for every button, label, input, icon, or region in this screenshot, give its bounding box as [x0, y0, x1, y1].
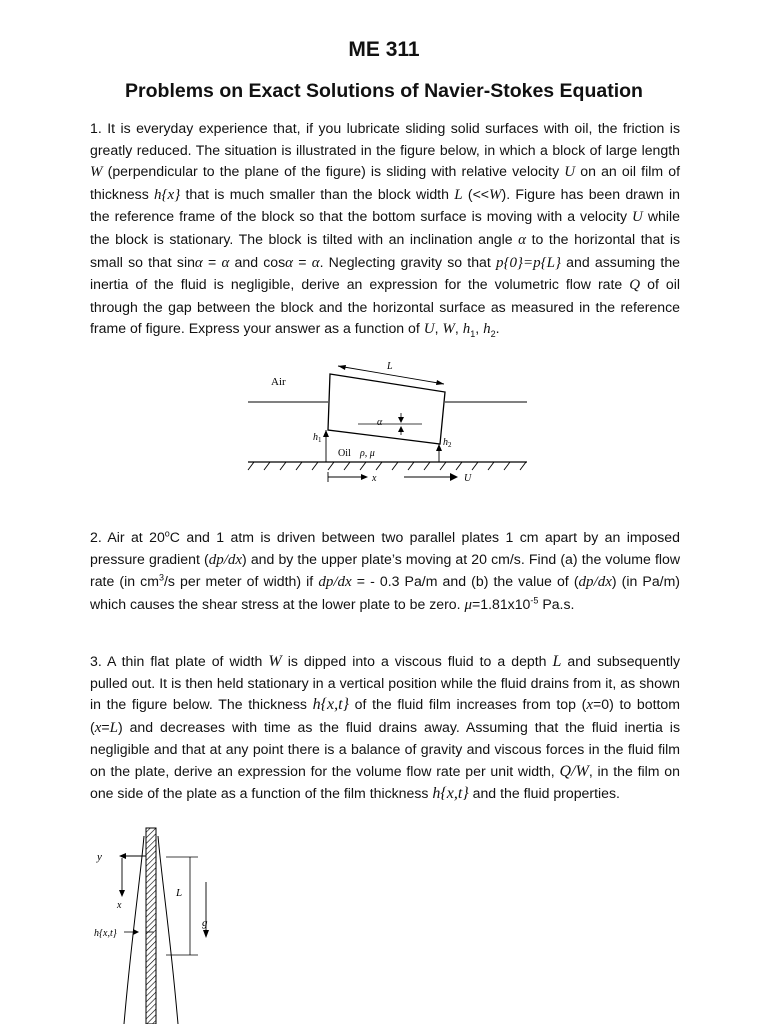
- plate: [146, 828, 156, 1024]
- problem-3-text: 3. A thin flat plate of width W is dipped into a viscous fluid to a depth L and subsequently pulled out. It is then held stationary in a vertical position while the fluid drains from it, as shown in the figure below. The thickness h{x,t} of the fluid film increases from top (x=0) to bottom (x=L) and decreases with time as the fluid drains away. Assuming that the fluid inertia is negligible and that at any point there is a balance of gravity and viscous forces in the fluid film on the plate, derive an expression for the volume flow rate per unit width, Q/W, in the film on one side of the plate as a function of the film thickness h{x,t} and the fluid properties.: [90, 653, 680, 802]
- gravity-label: g: [202, 917, 208, 929]
- ground-hatching: [248, 462, 526, 470]
- problem-2-text: 2. Air at 20$^o$C and 1 atm is driven between two parallel plates 1 cm apart by an imposed pressure gradient (dp/dx) and by the upper plate’s moving at 20 cm/s. Find (a) the volume flow rate (in $cm^3/s$ per meter of width) if dp/dx = - 0.3 Pa/m and (b) the value of (dp/dx) (in Pa/m) which causes the shear stress at the lower plate to be zero. $\mu=1.81x10^{-5}$ Pa.s.: [90, 528, 681, 613]
- length-label: L: [387, 361, 393, 372]
- figure-draining-plate: [88, 822, 248, 1024]
- film-thickness-arrow-head-left: [133, 929, 139, 935]
- page-title: Problems on Exact Solutions of Navier-Stokes Equation: [125, 80, 643, 102]
- h1-arrow-head: [323, 430, 329, 437]
- y-axis-label: y: [97, 851, 102, 863]
- angle-label: α: [377, 417, 383, 428]
- velocity-arrow-head: [450, 473, 458, 481]
- h2-label: $h_2$: [443, 437, 452, 449]
- tilted-block: [328, 374, 445, 444]
- depth-label: L: [176, 887, 183, 899]
- gravity-arrow-head: [203, 930, 209, 938]
- problem-1-text: 1. It is everyday experience that, if you lubricate sliding solid surfaces with oil, the friction is greatly reduced. The situation is illustrated in the figure below, in which a block of large length W (perpendicular to the plane of the figure) is sliding with relative velocity U on an oil film of thickness h{x} that is much smaller than the block width L (<<W). Figure has been drawn in the reference frame of the block so that the bottom surface is moving with a velocity U while the block is stationary. The block is tilted with an inclination angle α to the horizontal that is small so that sinα = α and cosα = α. Neglecting gravity so that p{0}=p{L} and assuming the inertia of the fluid is negligible, derive an expression for the volumetric flow rate Q of oil through the gap between the block and the horizontal surface as measured in the reference frame of figure. Express your answer as a function of U, W, $h_1$, $h_2$.: [90, 120, 681, 340]
- film-thickness-label: h{x,t}: [94, 928, 117, 939]
- velocity-label: U: [464, 473, 472, 484]
- film-outline-right: [158, 836, 178, 1024]
- figure-sliding-block: [240, 358, 540, 488]
- x-axis-arrow-head: [361, 474, 368, 480]
- oil-label: Oil: [338, 448, 351, 459]
- h2-arrow-head: [436, 444, 442, 451]
- air-label: Air: [271, 376, 286, 388]
- x-axis-arrow-head: [119, 890, 125, 897]
- h1-label: $h_1$: [313, 432, 322, 444]
- y-axis-arrow-head: [119, 853, 126, 859]
- course-code: ME 311: [348, 38, 420, 61]
- x-axis-label: x: [117, 900, 122, 911]
- oil-properties-label: ρ, μ: [360, 448, 375, 459]
- x-axis-label: x: [372, 473, 377, 484]
